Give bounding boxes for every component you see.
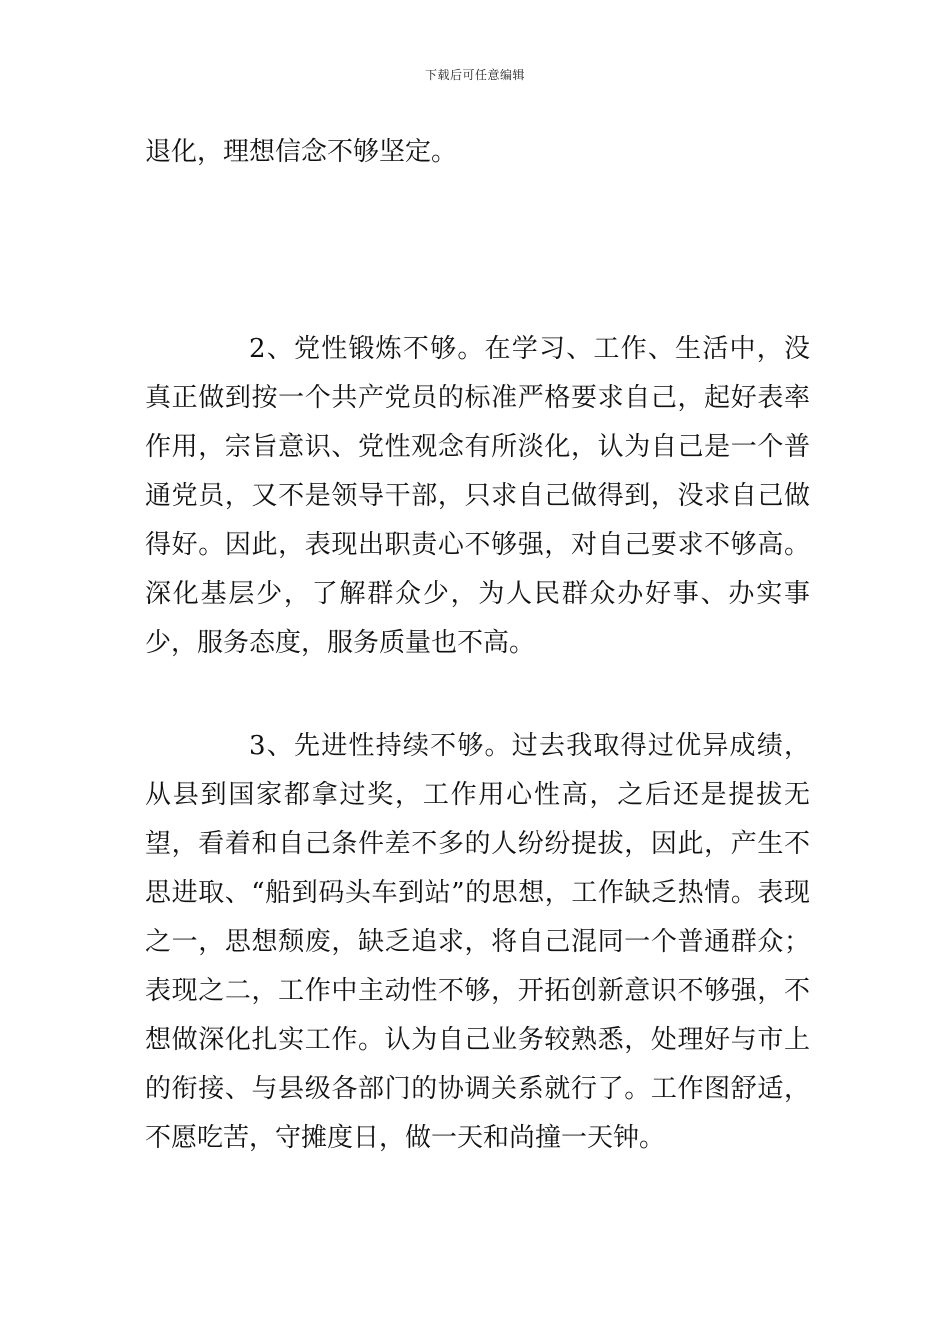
paragraph-2: 2、党性锻炼不够。在学习、工作、生活中，没真正做到按一个共产党员的标准严格要求自己，起好表率作用，宗旨意识、党性观念有所淡化，认为自己是一个普通党员，又不是领导干部，只求自己做得到，没求自己做得好。因此，表现出职责心不够强，对自己要求不够高。深化基层少，了解群众少，为人民群众办好事、办实事少，服务态度，服务质量也不高。 xyxy=(145,334,810,658)
page-header-note: 下载后可任意编辑 xyxy=(424,68,525,82)
paragraph-1: 退化，理想信念不够坚定。 xyxy=(145,137,458,167)
paragraph-3: 3、先进性持续不够。过去我取得过优异成绩，从县到国家都拿过奖，工作用心性高，之后还是提拔无望，看着和自己条件差不多的人纷纷提拔，因此，产生不思进取、“船到码头车到站”的思想，工作缺乏热情。表现之一，思想颓废，缺乏追求，将自己混同一个普通群众；表现之二，工作中主动性不够，开拓创新意识不够强，不想做深化扎实工作。认为自己业务较熟悉，处理好与市上的衔接、与县级各部门的协调关系就行了。工作图舒适，不愿吃苦，守摊度日，做一天和尚撞一天钟。 xyxy=(145,731,810,1153)
